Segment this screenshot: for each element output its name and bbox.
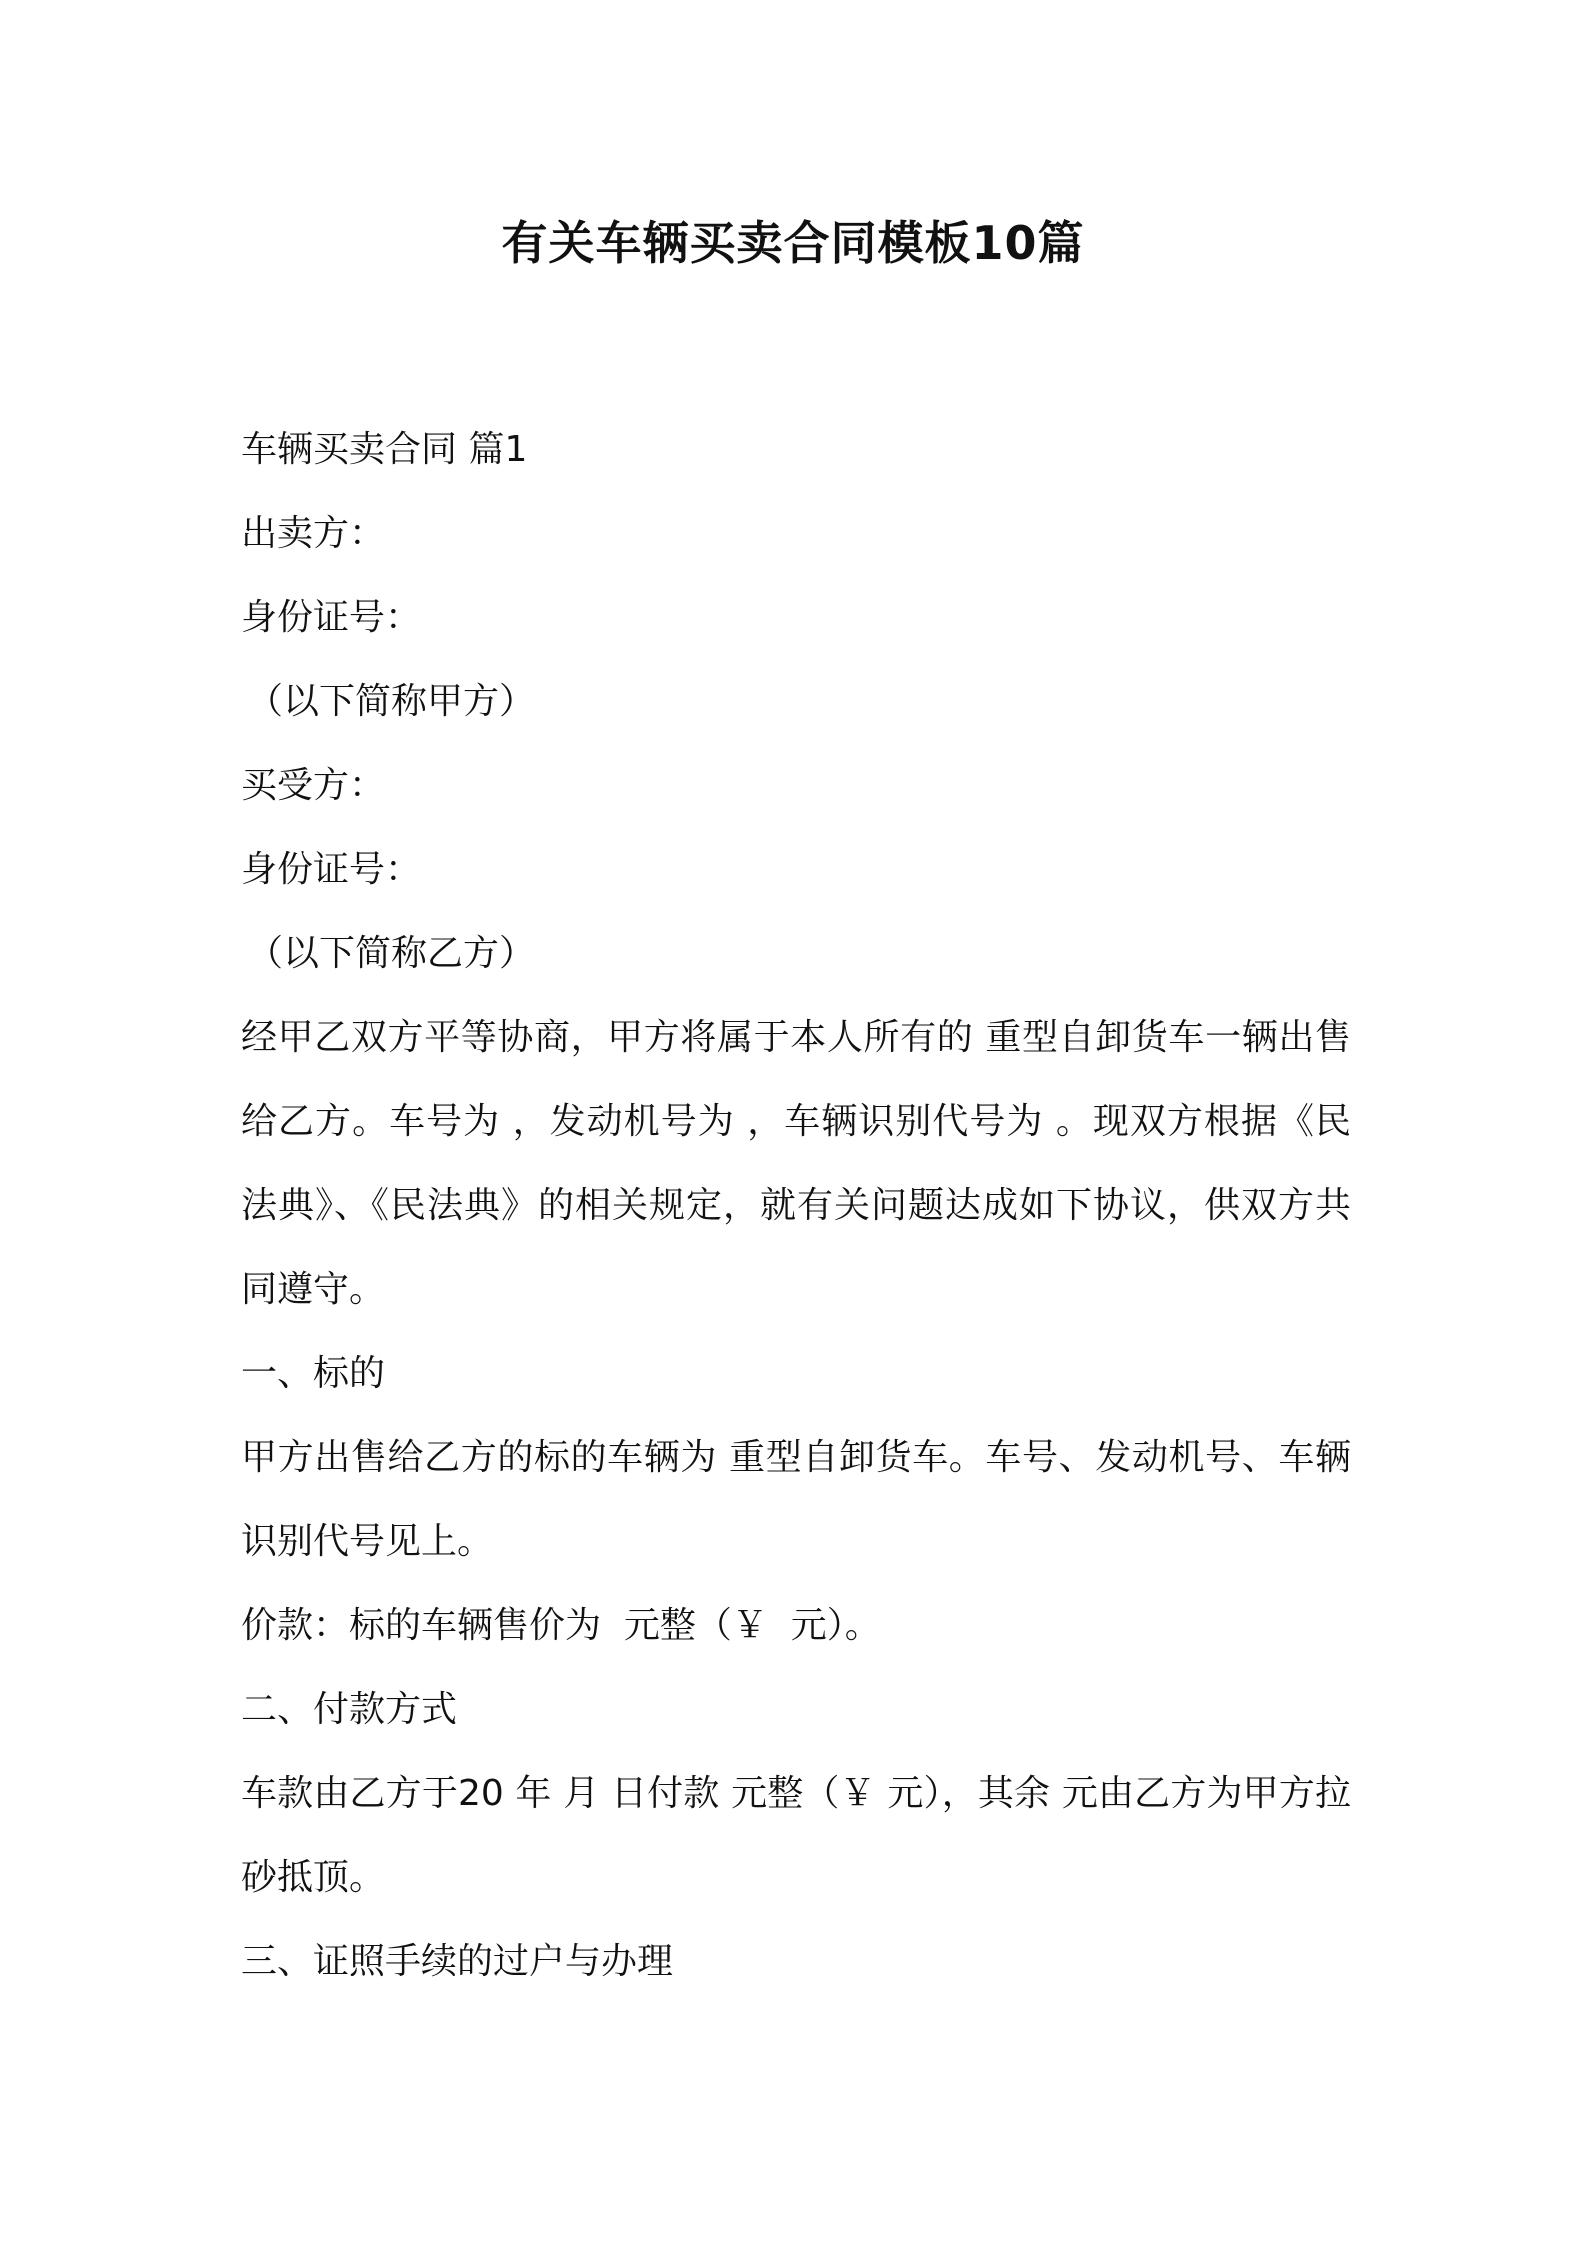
document-title: 有关车辆买卖合同模板10篇: [501, 216, 1085, 270]
buyer-alias: （以下简称乙方）: [247, 933, 536, 974]
section-heading: 车辆买卖合同 篇1: [241, 429, 528, 470]
clause-1-text: 甲方出售给乙方的标的车辆为 重型自卸货车。车号、发动机号、车辆识别代号见上。: [241, 1437, 1351, 1562]
seller-label: 出卖方：: [241, 513, 386, 554]
intro-paragraph: 经甲乙双方平等协商，甲方将属于本人所有的 重型自卸货车一辆出售给乙方。车号为 ，发动机号为 ，车辆识别代号为 。现双方根据《民法典》、《民法典》的相关规定，就有关问题达成如下协议，供双方共同遵守。: [241, 1017, 1351, 1310]
seller-id-label: 身份证号：: [241, 597, 422, 638]
clause-1-heading: 一、标的: [241, 1353, 386, 1394]
clause-2-text: 车款由乙方于20 年 月 日付款 元整（￥ 元），其余 元由乙方为甲方拉砂抵顶。: [241, 1773, 1351, 1898]
seller-alias: （以下简称甲方）: [247, 681, 536, 722]
buyer-id-label: 身份证号：: [241, 849, 422, 890]
clause-2-heading: 二、付款方式: [241, 1689, 458, 1730]
clause-3-heading: 三、证照手续的过户与办理: [241, 1941, 674, 1982]
price-text: 价款：标的车辆售价为 元整（￥ 元）。: [241, 1605, 881, 1646]
buyer-label: 买受方：: [241, 765, 386, 806]
document-body: [241, 408, 1351, 2004]
